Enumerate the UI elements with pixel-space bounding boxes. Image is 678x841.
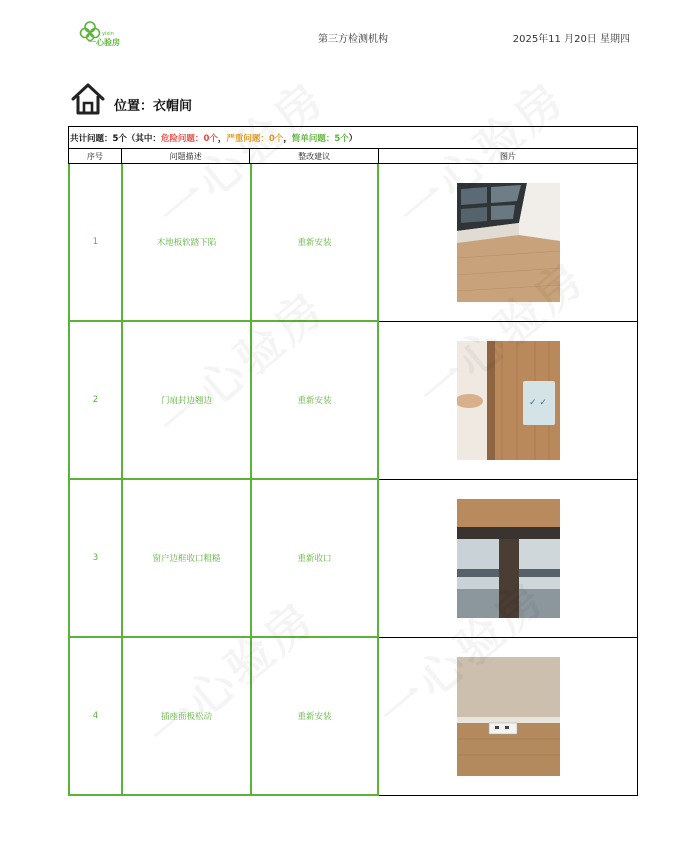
table-row (68, 480, 638, 638)
issue-photo-cell (379, 322, 638, 480)
simple-label: 简单问题： (291, 133, 335, 144)
report-date: 2025年11 月20日 星期四 (512, 34, 630, 45)
table-row (68, 638, 638, 796)
issue-summary (68, 126, 638, 149)
issue-description: 门扇封边翘边 (121, 322, 250, 480)
simple-count: 5个 (334, 133, 349, 144)
column-header-advice: 整改建议 (250, 149, 379, 163)
summary-prefix: 共计问题：5个（其中： (70, 133, 161, 144)
issue-photo[interactable] (457, 183, 560, 302)
danger-count: 0个 (203, 133, 218, 144)
row-number: 3 (68, 480, 121, 638)
organization-name: 第三方检测机构 (318, 34, 388, 45)
table-row (68, 322, 638, 480)
column-header-no: 序号 (69, 149, 122, 163)
summary-separator: ， (283, 133, 292, 144)
issues-table (68, 126, 638, 796)
row-number: 2 (68, 322, 121, 480)
house-icon (70, 82, 106, 116)
issue-photo[interactable] (457, 499, 560, 618)
issue-photo[interactable] (457, 657, 560, 776)
summary-suffix: ） (348, 133, 358, 144)
fix-advice: 重新安装 (250, 638, 379, 796)
fix-advice: 重新安装 (250, 164, 379, 322)
issue-photo-cell (379, 638, 638, 796)
svg-text:yixin: yixin (102, 31, 114, 37)
column-header-description: 问题描述 (122, 149, 251, 163)
fix-advice: 重新收口 (250, 480, 379, 638)
page-header (0, 0, 678, 60)
issue-description: 插座面板松动 (121, 638, 250, 796)
location-heading (70, 80, 192, 116)
company-logo (78, 18, 138, 48)
summary-separator: ， (217, 133, 227, 144)
issue-description: 窗户边框收口粗糙 (121, 480, 250, 638)
svg-text:✓ ✓: ✓ ✓ (528, 398, 547, 408)
fix-advice: 重新安装 (250, 322, 379, 480)
svg-text:一心验房: 一心验房 (88, 38, 120, 47)
issue-photo-cell (379, 164, 638, 322)
issue-photo[interactable] (457, 341, 560, 460)
issue-photo-cell (379, 480, 638, 638)
row-number: 1 (68, 164, 121, 322)
danger-label: 危险问题： (160, 133, 204, 144)
table-header (68, 149, 638, 164)
location-title: 位置：衣帽间 (114, 99, 193, 114)
issue-description: 木地板软踏下陷 (121, 164, 250, 322)
row-number: 4 (68, 638, 121, 796)
column-header-picture: 图片 (499, 151, 516, 161)
table-row (68, 164, 638, 322)
serious-count: 0个 (268, 133, 284, 144)
serious-label: 严重问题： (226, 133, 269, 144)
